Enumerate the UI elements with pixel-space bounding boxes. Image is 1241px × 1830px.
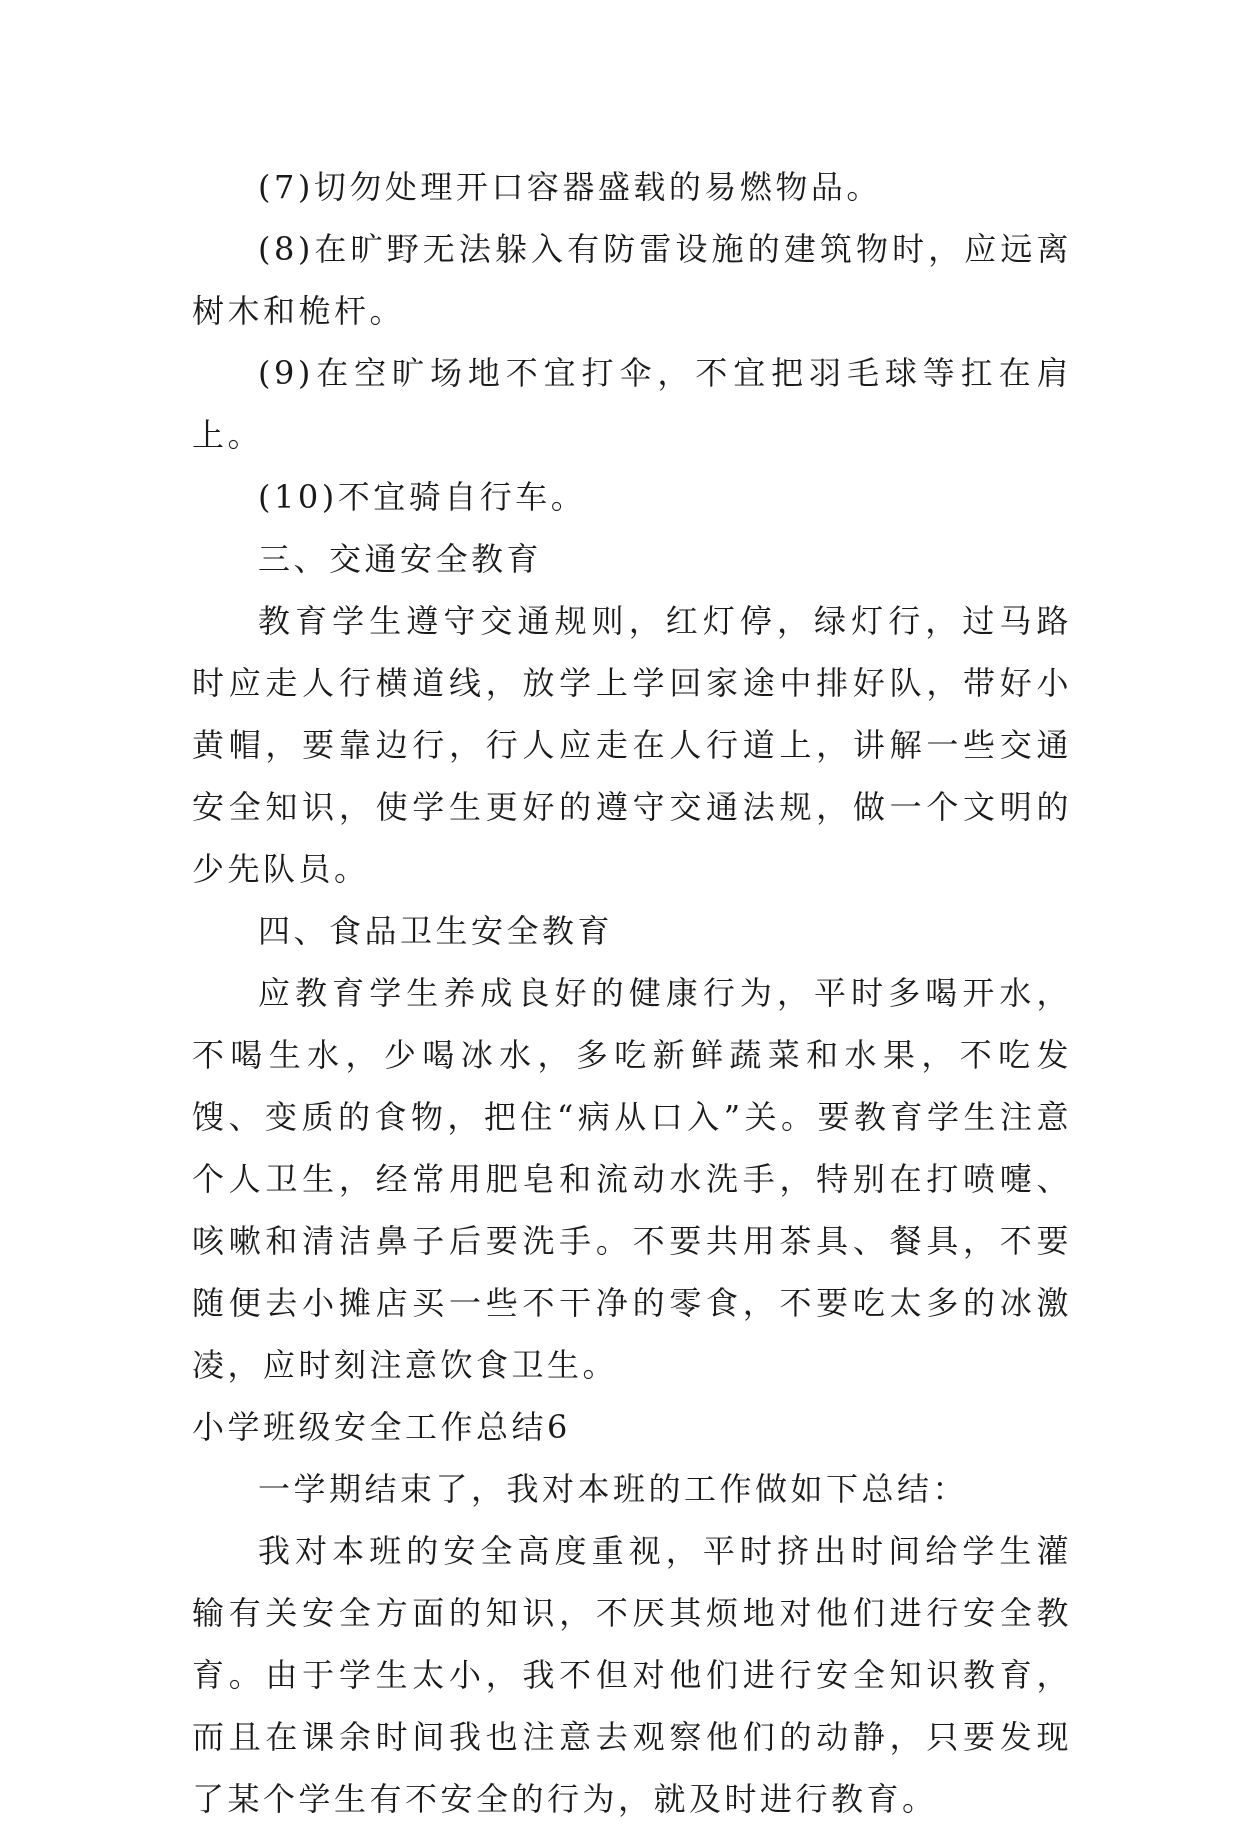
list-item-7: (7)切勿处理开口容器盛载的易燃物品。 bbox=[258, 168, 882, 206]
section-heading-traffic-safety: 三、交通安全教育 bbox=[258, 540, 543, 578]
document-body bbox=[192, 156, 1072, 1830]
list-item-8: (8)在旷野无法躲入有防雷设施的建筑物时，应远离树木和桅杆。 bbox=[192, 230, 1072, 330]
section-heading-food-safety: 四、食品卫生安全教育 bbox=[258, 912, 614, 950]
paragraph-intro: 一学期结束了，我对本班的工作做如下总结： bbox=[258, 1470, 969, 1508]
paragraph-food-safety: 应教育学生养成良好的健康行为，平时多喝开水，不喝生水，少喝冰水，多吃新鲜蔬菜和水果，不吃发馊、变质的食物，把住“病从口入”关。要教育学生注意个人卫生，经常用肥皂和流动水洗手，特别在打喷嚏、咳嗽和清洁鼻子后要洗手。不要共用茶具、餐具，不要随便去小摊店买一些不干净的零食，不要吃太多的冰激凌，应时刻注意饮食卫生。 bbox=[192, 974, 1072, 1384]
paragraph-safety-emphasis: 我对本班的安全高度重视，平时挤出时间给学生灌输有关安全方面的知识，不厌其烦地对他们进行安全教育。由于学生太小，我不但对他们进行安全知识教育，而且在课余时间我也注意去观察他们的动静，只要发现了某个学生有不安全的行为，就及时进行教育。 bbox=[192, 1532, 1072, 1818]
article-title: 小学班级安全工作总结6 bbox=[192, 1408, 571, 1446]
list-item-9: (9)在空旷场地不宜打伞，不宜把羽毛球等扛在肩上。 bbox=[192, 354, 1072, 454]
paragraph-traffic-safety: 教育学生遵守交通规则，红灯停，绿灯行，过马路时应走人行横道线，放学上学回家途中排好队，带好小黄帽，要靠边行，行人应走在人行道上，讲解一些交通安全知识，使学生更好的遵守交通法规，做一个文明的少先队员。 bbox=[192, 602, 1072, 888]
list-item-10: (10)不宜骑自行车。 bbox=[258, 478, 587, 516]
